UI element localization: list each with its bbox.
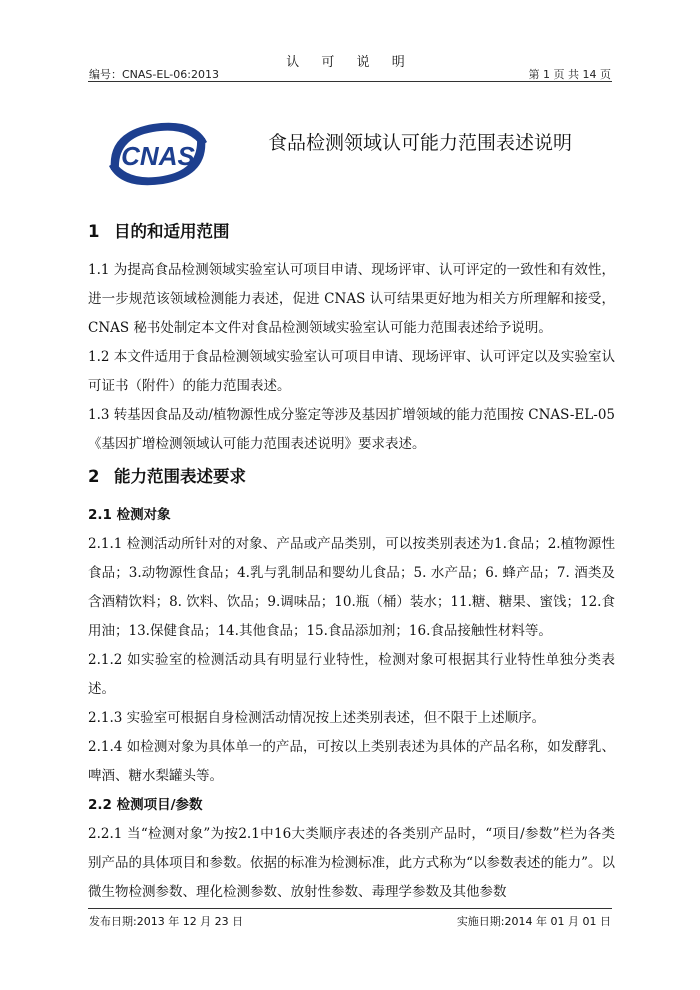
paragraph-2-1-3: 2.1.3 实验室可根据自身检测活动情况按上述类别表述，但不限于上述顺序。 xyxy=(88,710,546,726)
document-title: 食品检测领域认可能力范围表述说明 xyxy=(268,132,573,154)
header-divider xyxy=(88,81,612,82)
svg-text:CNAS: CNAS xyxy=(121,141,195,171)
effective-date: 实施日期:2014 年 01 月 01 日 xyxy=(456,915,611,928)
paragraph-2-1-1: 2.1.1 检测活动所针对的对象、产品或产品类别，可以按类别表述为1.食品；2.植物源性食品；3.动物源性食品；4.乳与乳制品和婴幼儿食品；5. 水产品；6. 蜂产品；7. 酒类及含酒精饮料；8. 饮料、饮品；9.调味品；10.瓶（桶）装水；11.糖、糖果、蜜饯；12.食用油；13.保健食品；14.其他食品；15.食品添加剂；16.食品接触性材料等。 xyxy=(88,536,615,639)
document-body xyxy=(88,218,615,907)
page-number: 第 1 页 共 14 页 xyxy=(528,68,611,81)
issue-date: 发布日期:2013 年 12 月 23 日 xyxy=(89,915,244,928)
subsection-2-2-heading: 2.2 检测项目/参数 xyxy=(88,797,203,813)
section-1-heading: 1 目的和适用范围 xyxy=(88,222,230,241)
subsection-2-1-heading: 2.1 检测对象 xyxy=(88,507,171,523)
paragraph-1-3: 1.3 转基因食品及动/植物源性成分鉴定等涉及基因扩增领域的能力范围按 CNAS-EL-05《基因扩增检测领域认可能力范围表述说明》要求表述。 xyxy=(88,407,615,452)
cnas-logo xyxy=(103,112,213,196)
paragraph-1-1: 1.1 为提高食品检测领域实验室认可项目申请、现场评审、认可评定的一致性和有效性，进一步规范该领域检测能力表述，促进 CNAS 认可结果更好地为相关方所理解和接受，CNAS 秘书处制定本文件对食品检测领域实验室认可能力范围表述给予说明。 xyxy=(88,262,615,336)
paragraph-2-1-2: 2.1.2 如实验室的检测活动具有明显行业特性，检测对象可根据其行业特性单独分类表述。 xyxy=(88,652,615,697)
paragraph-2-2-1: 2.2.1 当“检测对象”为按2.1中16大类顺序表述的各类别产品时，“项目/参数”栏为各类别产品的具体项目和参数。依据的标准为检测标准，此方式称为“以参数表述的能力”。以微生物检测参数、理化检测参数、放射性参数、毒理学参数及其他参数 xyxy=(88,826,615,900)
footer-divider xyxy=(88,908,612,909)
paragraph-1-2: 1.2 本文件适用于食品检测领域实验室认可项目申请、现场评审、认可评定以及实验室认可证书（附件）的能力范围表述。 xyxy=(88,349,615,394)
paragraph-2-1-4: 2.1.4 如检测对象为具体单一的产品，可按以上类别表述为具体的产品名称，如发酵乳、啤酒、糖水梨罐头等。 xyxy=(88,739,615,784)
section-2-heading: 2 能力范围表述要求 xyxy=(88,467,246,486)
document-code: 编号：CNAS-EL-06:2013 xyxy=(89,68,219,81)
header-title: 认 可 说 明 xyxy=(286,55,414,70)
